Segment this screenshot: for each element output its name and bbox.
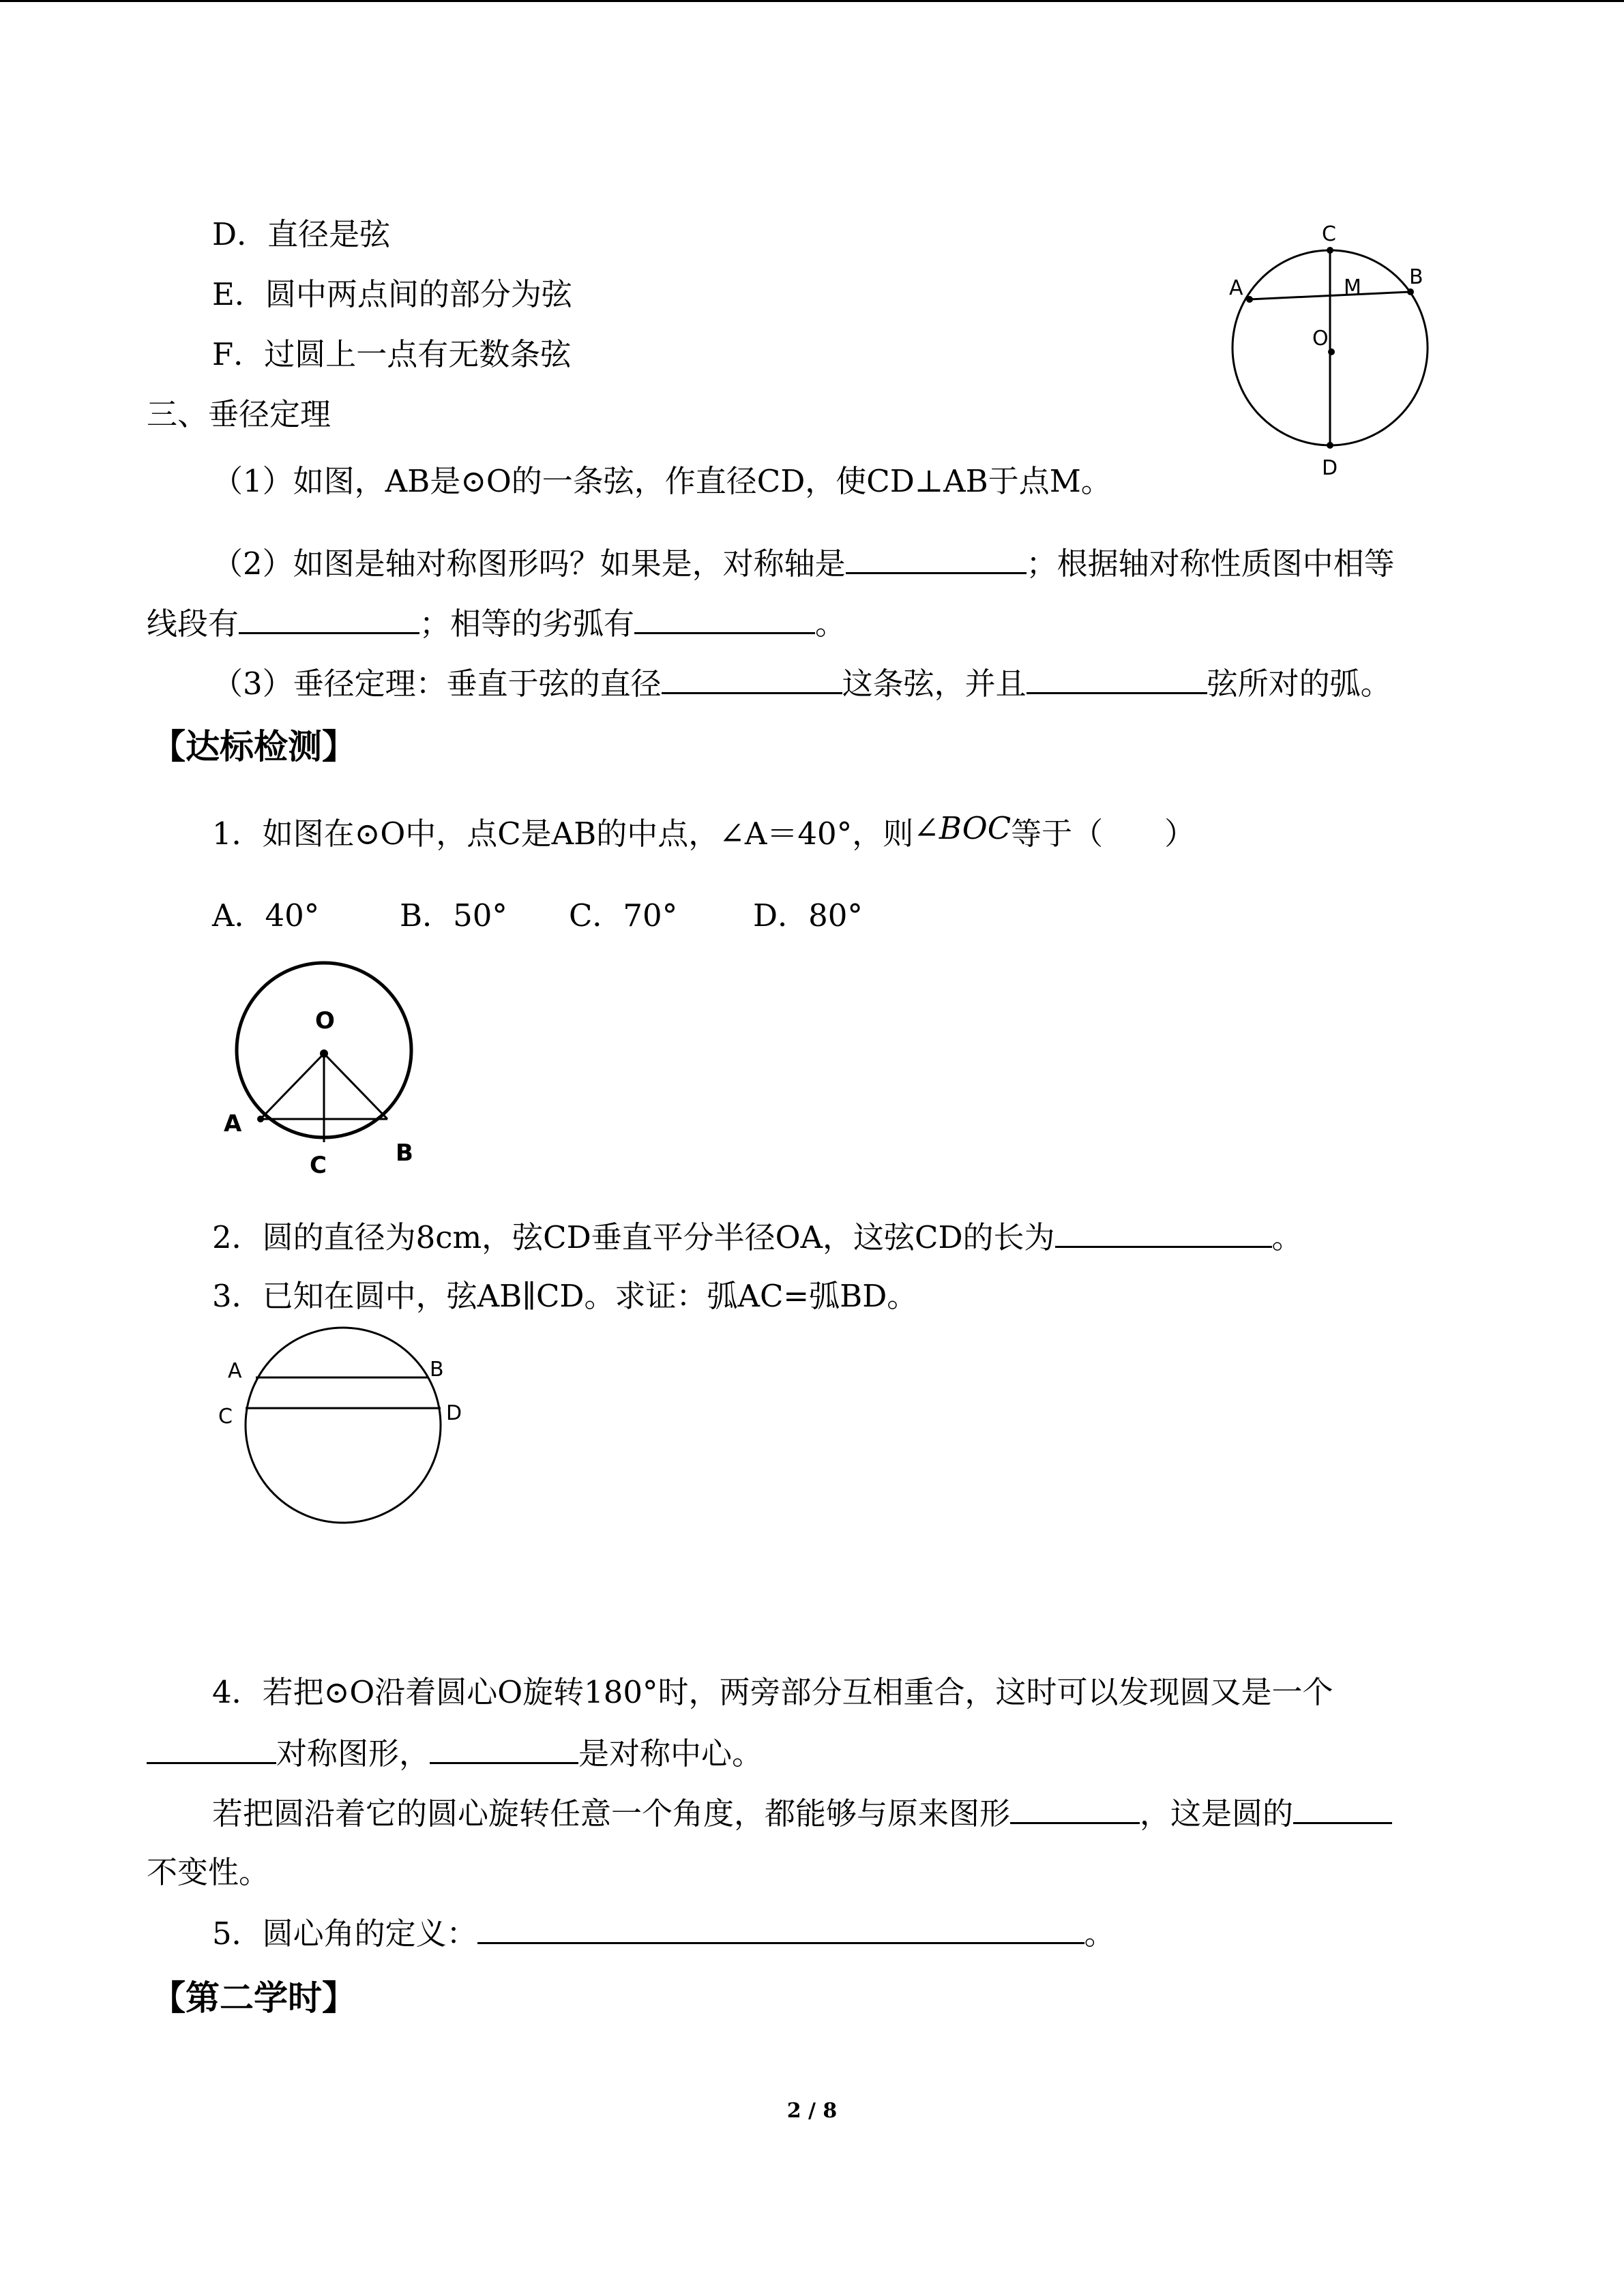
- q5-text-a: 5．圆心角的定义：: [212, 1915, 477, 1952]
- q2-text-a: 2．圆的直径为8cm，弦CD垂直平分半径OA，这弦CD的长为: [212, 1219, 1055, 1255]
- fig1-label-a: A: [1229, 276, 1243, 300]
- answer-blank-rotation[interactable]: [1293, 1792, 1392, 1824]
- answer-blank-arcs[interactable]: [634, 602, 815, 634]
- section-title: 三、垂径定理: [147, 396, 331, 432]
- q1-text-a: 1．如图在⊙O中，点C是AB的中点，∠A＝40°，则: [212, 816, 914, 852]
- q1-option-b: B．50°: [400, 897, 507, 934]
- question-4-line3: [212, 1792, 1392, 1834]
- q4-text-d: 若把圆沿着它的圆心旋转任意一个角度，都能够与原来图形: [212, 1795, 1011, 1832]
- test-heading: 【达标检测】: [151, 727, 356, 766]
- answer-blank-symmetry[interactable]: [147, 1732, 276, 1764]
- answer-blank-axis[interactable]: [846, 542, 1027, 574]
- page-number: 2 / 8: [786, 2099, 838, 2123]
- question-4-line4: 不变性。: [147, 1854, 270, 1890]
- q1-option-d: D．80°: [753, 897, 863, 934]
- p2-text-e: 。: [815, 606, 846, 642]
- q4-text-b: 对称图形，: [276, 1735, 430, 1772]
- answer-blank-theorem-1[interactable]: [662, 662, 842, 694]
- fig1-label-o: O: [1312, 327, 1329, 351]
- paragraph-2-line1: [212, 542, 1395, 584]
- question-4-line1: 4．若把⊙O沿着圆心O旋转180°时，两旁部分互相重合，这时可以发现圆又是一个: [212, 1674, 1333, 1710]
- fig1-label-m: M: [1344, 275, 1361, 299]
- answer-blank-definition[interactable]: [477, 1912, 1084, 1944]
- paragraph-3: [212, 662, 1391, 704]
- fig1-label-d: D: [1322, 456, 1338, 480]
- figure-circle-chord-diameter: [1214, 218, 1446, 484]
- question-1: [212, 810, 1196, 854]
- fig2-label-c: C: [310, 1152, 327, 1179]
- q4-text-e: ，这是圆的: [1140, 1795, 1294, 1832]
- answer-blank-center[interactable]: [430, 1732, 578, 1764]
- fig3-label-b: B: [430, 1358, 444, 1382]
- q1-option-c: C．70°: [569, 897, 678, 934]
- fig1-label-c: C: [1322, 222, 1336, 246]
- q1-text-b: 等于（ ）: [1011, 816, 1196, 852]
- figure-circle-triangle: [211, 951, 437, 1183]
- fig3-label-a: A: [228, 1359, 242, 1383]
- p3-text-a: （3）垂径定理：垂直于弦的直径: [212, 666, 662, 702]
- angle-boc: ∠BOC: [913, 810, 1012, 846]
- p2-text-c: 线段有: [147, 606, 239, 642]
- second-lesson-heading: 【第二学时】: [151, 1978, 356, 2018]
- q4-text-c: 是对称中心。: [578, 1735, 763, 1772]
- question-5: [212, 1912, 1115, 1954]
- p3-text-c: 弦所对的弧。: [1207, 666, 1391, 702]
- fig3-label-d: D: [446, 1401, 462, 1425]
- p2-text-b: ；根据轴对称性质图中相等: [1026, 546, 1395, 582]
- option-f-text: F．过圆上一点有无数条弦: [212, 336, 572, 372]
- p3-text-b: 这条弦，并且: [842, 666, 1027, 702]
- fig2-label-o: O: [315, 1007, 335, 1034]
- q5-text-b: 。: [1084, 1915, 1115, 1952]
- top-border: [0, 0, 1624, 2]
- q1-option-a: A．40°: [212, 897, 320, 934]
- fig1-label-b: B: [1409, 265, 1423, 289]
- fig2-label-b: B: [396, 1139, 413, 1167]
- answer-blank-segments[interactable]: [239, 602, 419, 634]
- fig2-label-a: A: [224, 1110, 242, 1137]
- figure-circle-parallel-chords: [211, 1323, 477, 1527]
- paragraph-2-line2: [147, 602, 846, 644]
- answer-blank-coincide[interactable]: [1010, 1792, 1140, 1824]
- answer-blank-theorem-2[interactable]: [1027, 662, 1207, 694]
- option-e-text: E．圆中两点间的部分为弦: [212, 276, 572, 312]
- q2-text-b: 。: [1271, 1219, 1303, 1255]
- p2-text-a: （2）如图是轴对称图形吗？如果是，对称轴是: [212, 546, 846, 582]
- question-3: 3．已知在圆中，弦AB∥CD。求证：弧AC=弧BD。: [212, 1278, 918, 1314]
- answer-blank-cd-length[interactable]: [1055, 1216, 1272, 1248]
- question-4-line2: [147, 1732, 763, 1774]
- p2-text-d: ；相等的劣弧有: [419, 606, 635, 642]
- fig3-label-c: C: [218, 1405, 233, 1429]
- question-2: [212, 1216, 1303, 1258]
- paragraph-1: （1）如图，AB是⊙O的一条弦，作直径CD，使CD⊥AB于点M。: [212, 463, 1112, 499]
- option-d-text: D．直径是弦: [212, 216, 391, 252]
